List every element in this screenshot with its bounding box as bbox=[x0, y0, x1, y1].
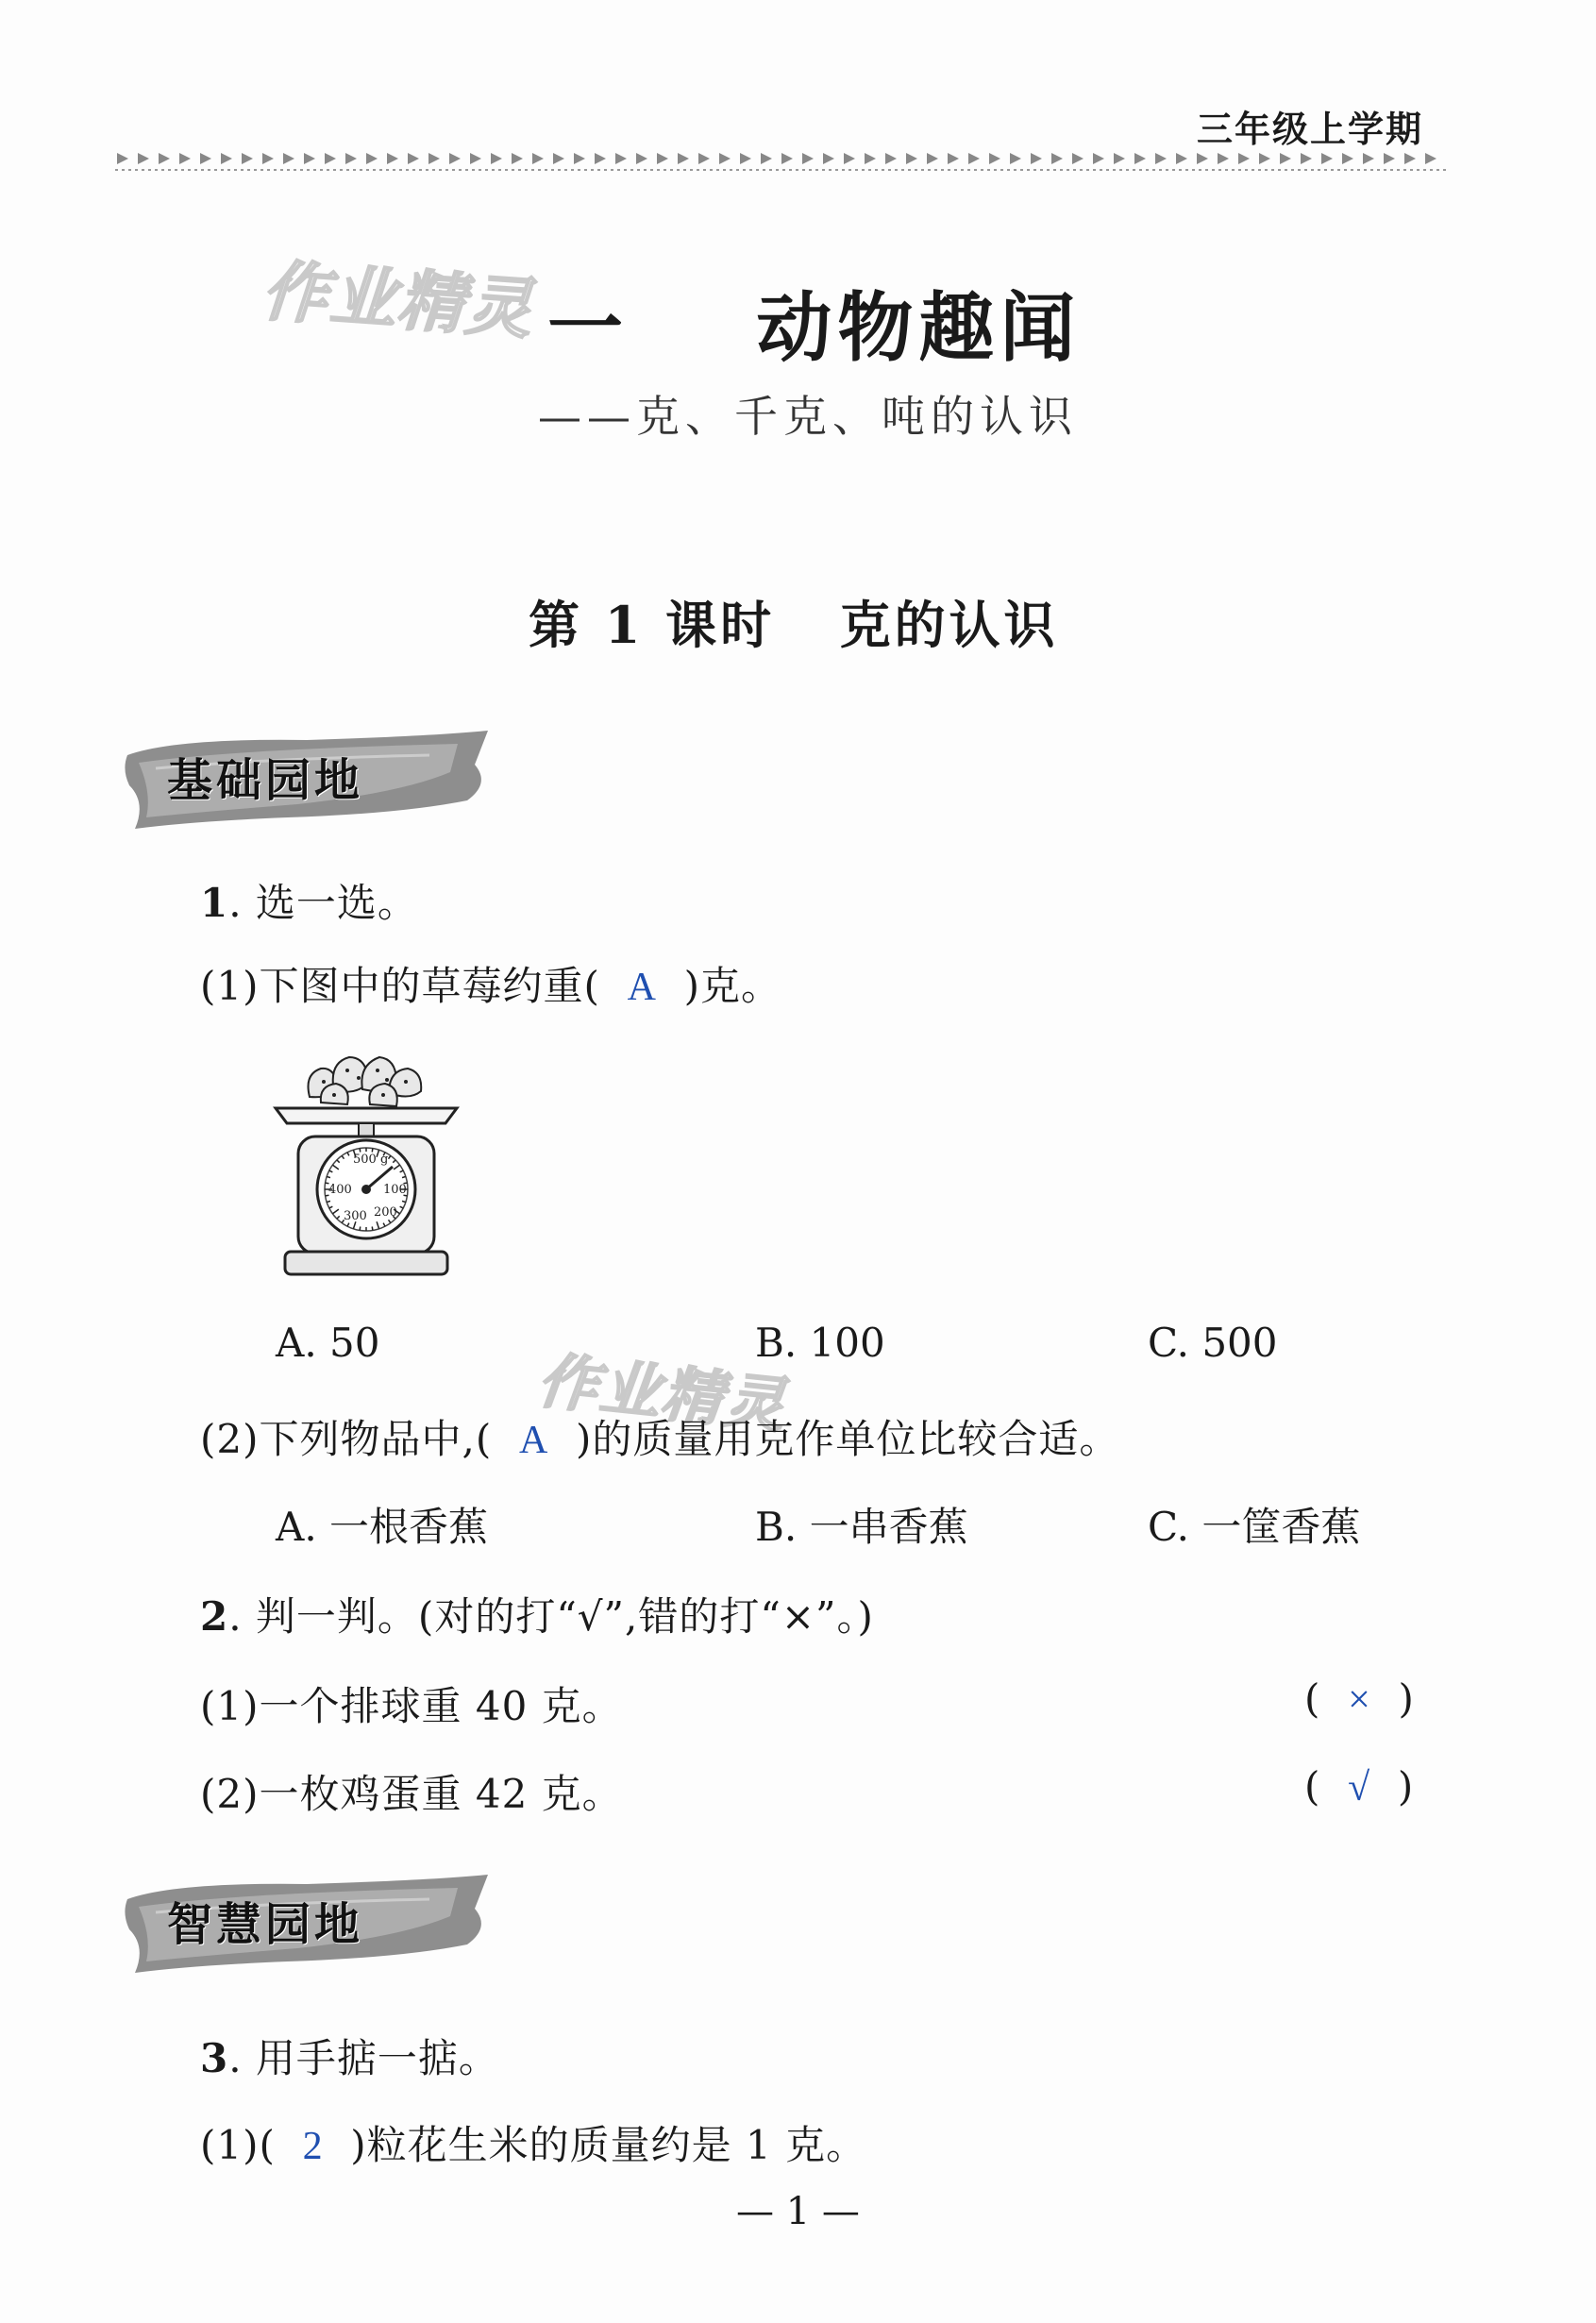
arrow-marker-icon bbox=[283, 153, 294, 164]
scale-label-500: 500 g bbox=[353, 1153, 389, 1167]
dial-tick bbox=[360, 1227, 361, 1231]
arrow-marker-icon bbox=[1218, 153, 1229, 164]
q3-p1-answer: 2 bbox=[302, 2125, 324, 2168]
q3-number: 3 bbox=[200, 2035, 229, 2081]
arrow-marker-icon bbox=[408, 153, 419, 164]
lesson-topic: 克的认识 bbox=[839, 595, 1059, 655]
q3-p1-prefix: (1)( bbox=[200, 2122, 276, 2168]
arrow-marker-icon bbox=[1342, 153, 1353, 164]
q1-p1-option-c: C. 500 bbox=[1148, 1320, 1278, 1366]
arrow-marker-icon bbox=[1010, 153, 1021, 164]
q1-number: 1 bbox=[200, 880, 229, 926]
arrow-marker-icon bbox=[1155, 153, 1167, 164]
section-label-wisdom: 智慧园地 bbox=[167, 1898, 364, 1951]
scale-label-200: 200 bbox=[374, 1205, 397, 1220]
arrow-marker-icon bbox=[1425, 153, 1436, 164]
arrow-marker-icon bbox=[1176, 153, 1187, 164]
q1-p1-option-b: B. 100 bbox=[755, 1320, 885, 1366]
arrow-marker-icon bbox=[1404, 153, 1416, 164]
chapter-title bbox=[547, 267, 1081, 376]
watermark-middle: 作业精灵 bbox=[534, 1346, 790, 1442]
dial-tick bbox=[372, 1149, 373, 1153]
q1-p1-prefix: (1)下图中的草莓约重( bbox=[200, 963, 600, 1009]
q1-p2-option-c: C. 一筐香蕉 bbox=[1148, 1504, 1361, 1550]
arrow-marker-icon bbox=[636, 153, 647, 164]
arrow-marker-icon bbox=[865, 153, 876, 164]
section-banner-wisdom bbox=[118, 1871, 496, 1965]
arrow-marker-icon bbox=[138, 153, 149, 164]
arrow-marker-icon bbox=[885, 153, 897, 164]
arrow-marker-icon bbox=[366, 153, 378, 164]
arrow-marker-icon bbox=[698, 153, 710, 164]
scale-label-100: 100 bbox=[383, 1183, 407, 1197]
header-arrow-rule bbox=[115, 149, 1446, 174]
arrow-marker-icon bbox=[844, 153, 855, 164]
q2-item-1: (1)一个排球重 40 克。 bbox=[200, 1683, 623, 1729]
arrow-marker-icon bbox=[200, 153, 211, 164]
q1-p2-answer: A bbox=[518, 1419, 549, 1462]
q1-part1 bbox=[200, 955, 781, 1012]
dial-tick bbox=[360, 1149, 361, 1153]
q2-item-2-answer: √ bbox=[1348, 1766, 1371, 1810]
q1-p2-option-a: A. 一根香蕉 bbox=[276, 1504, 489, 1550]
arrow-marker-icon bbox=[532, 153, 544, 164]
arrow-marker-icon bbox=[1197, 153, 1208, 164]
arrow-marker-icon bbox=[1321, 153, 1333, 164]
arrow-marker-icon bbox=[1384, 153, 1395, 164]
arrow-marker-icon bbox=[927, 153, 938, 164]
q1-p1-option-a: A. 50 bbox=[276, 1320, 380, 1366]
q1-p1-answer: A bbox=[627, 966, 657, 1009]
arrow-marker-icon bbox=[179, 153, 191, 164]
arrow-marker-icon bbox=[512, 153, 523, 164]
scale-label-300: 300 bbox=[344, 1209, 367, 1223]
dial-tick bbox=[372, 1227, 373, 1231]
arrow-marker-icon bbox=[989, 153, 1000, 164]
arrow-marker-icon bbox=[761, 153, 772, 164]
grade-label: 三年级上学期 bbox=[1196, 108, 1423, 150]
arrow-marker-icon bbox=[304, 153, 315, 164]
chapter-subtitle: ——克、千克、吨的认识 bbox=[538, 391, 1078, 442]
q1-p2-suffix: )的质量用克作单位比较合适。 bbox=[575, 1416, 1120, 1462]
arrow-marker-icon bbox=[1238, 153, 1250, 164]
arrow-marker-icon bbox=[117, 153, 128, 164]
q3-title-text: . 用手掂一掂。 bbox=[228, 2035, 499, 2081]
arrow-marker-icon bbox=[1114, 153, 1125, 164]
section-banner-basic bbox=[118, 727, 496, 821]
arrow-marker-icon bbox=[1134, 153, 1146, 164]
arrow-marker-icon bbox=[1301, 153, 1312, 164]
arrow-marker-icon bbox=[1031, 153, 1042, 164]
arrow-marker-icon bbox=[595, 153, 606, 164]
chapter-name: 动物趣闻 bbox=[756, 283, 1082, 372]
q2-number: 2 bbox=[200, 1593, 229, 1640]
scale-label-400: 400 bbox=[328, 1183, 352, 1197]
q1-title-text: . 选一选。 bbox=[228, 880, 418, 926]
arrow-marker-icon bbox=[657, 153, 668, 164]
q1-p2-prefix: (2)下列物品中,( bbox=[200, 1416, 493, 1462]
q2-title-text: . 判一判。(对的打“√”,错的打“×”。) bbox=[228, 1593, 874, 1640]
arrow-marker-icon bbox=[1280, 153, 1291, 164]
arrow-marker-icon bbox=[968, 153, 980, 164]
q1-part2 bbox=[200, 1408, 1119, 1465]
arrow-marker-icon bbox=[1093, 153, 1104, 164]
arrow-marker-icon bbox=[906, 153, 917, 164]
arrow-marker-icon bbox=[470, 153, 481, 164]
arrow-marker-icon bbox=[221, 153, 232, 164]
arrow-marker-icon bbox=[823, 153, 834, 164]
arrow-marker-icon bbox=[159, 153, 170, 164]
q2-title bbox=[200, 1586, 874, 1642]
chapter-number: 一 bbox=[547, 283, 629, 372]
watermark-top: 作业精灵 bbox=[260, 252, 537, 348]
arrow-marker-icon bbox=[802, 153, 814, 164]
arrow-marker-icon bbox=[387, 153, 398, 164]
arrow-marker-icon bbox=[1259, 153, 1270, 164]
q2-item-1-answer-box: ( × ) bbox=[1304, 1675, 1415, 1722]
arrow-marker-icon bbox=[1051, 153, 1063, 164]
arrow-marker-icon bbox=[1363, 153, 1374, 164]
arrow-marker-icon bbox=[719, 153, 731, 164]
q3-part1 bbox=[200, 2114, 866, 2171]
arrow-marker-icon bbox=[948, 153, 959, 164]
arrow-marker-icon bbox=[615, 153, 627, 164]
q3-p1-suffix: )粒花生米的质量约是 1 克。 bbox=[350, 2122, 867, 2168]
arrow-marker-icon bbox=[325, 153, 336, 164]
arrow-marker-icon bbox=[553, 153, 564, 164]
lesson-title bbox=[529, 585, 1059, 658]
q3-title bbox=[200, 2028, 499, 2084]
arrow-marker-icon bbox=[491, 153, 502, 164]
arrow-marker-icon bbox=[449, 153, 461, 164]
q2-item-1-answer: × bbox=[1348, 1678, 1371, 1722]
lesson-number: 第 1 课时 bbox=[529, 595, 776, 655]
q1-p2-option-b: B. 一串香蕉 bbox=[755, 1504, 968, 1550]
arrow-marker-icon bbox=[574, 153, 585, 164]
strawberry-scale-illustration bbox=[272, 1036, 461, 1282]
section-label-basic: 基础园地 bbox=[167, 754, 364, 807]
page-number: — 1 — bbox=[736, 2190, 860, 2233]
arrow-marker-icon bbox=[242, 153, 253, 164]
arrow-marker-icon bbox=[262, 153, 274, 164]
q2-item-2-answer-box: ( √ ) bbox=[1304, 1763, 1415, 1810]
arrow-marker-icon bbox=[678, 153, 689, 164]
arrow-marker-icon bbox=[428, 153, 440, 164]
q1-title bbox=[200, 872, 418, 929]
arrow-marker-icon bbox=[781, 153, 793, 164]
arrow-marker-icon bbox=[740, 153, 751, 164]
arrow-marker-icon bbox=[345, 153, 357, 164]
arrow-marker-icon bbox=[1072, 153, 1084, 164]
q2-item-2: (2)一枚鸡蛋重 42 克。 bbox=[200, 1771, 623, 1817]
q1-p1-suffix: )克。 bbox=[683, 963, 782, 1009]
